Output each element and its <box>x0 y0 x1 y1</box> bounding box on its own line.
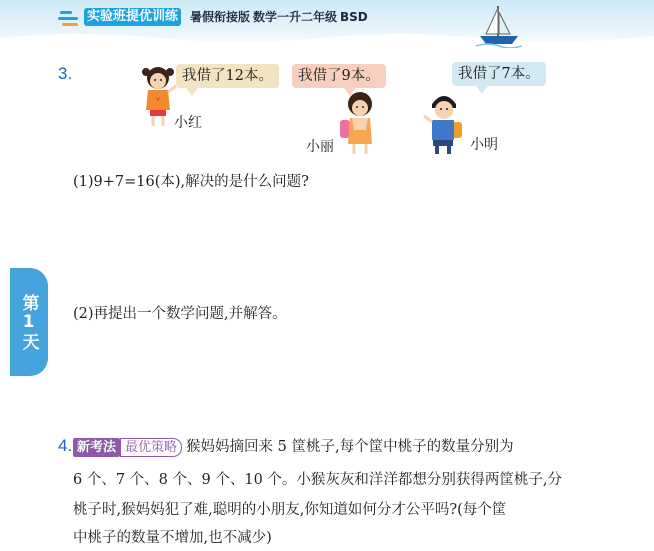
series-title: 实验班提优训练 <box>84 8 181 26</box>
speech-text-xiaohong: 我借了12本。 <box>182 68 273 84</box>
question-3-part-2: (2)再提出一个数学问题,并解答。 <box>73 306 287 322</box>
question-4-line-3: 桃子时,猴妈妈犯了难,聪明的小朋友,你知道如何分才公平吗?(每个筐 <box>73 502 507 518</box>
speech-tail-xiaoming <box>476 86 488 94</box>
day-tab-label: 第1天 <box>18 293 39 351</box>
xiaohong-illustration <box>138 64 178 130</box>
question-4-line-2: 6 个、7 个、8 个、9 个、10 个。小猴灰灰和洋洋都想分别获得两筐桃子,分 <box>73 472 563 488</box>
edition-label: 暑假衔接版 <box>190 10 251 24</box>
name-xiaohong: 小红 <box>174 115 202 131</box>
name-xiaoli: 小丽 <box>306 139 334 155</box>
question-3-part-1: (1)9+7=16(本),解决的是什么问题? <box>73 174 309 190</box>
question-3-number: 3. <box>58 64 73 83</box>
speech-tail-xiaohong <box>186 88 198 96</box>
question-4-number: 4. <box>58 436 73 455</box>
sailboat-icon <box>476 4 522 48</box>
name-xiaoming: 小明 <box>470 137 498 153</box>
page-header <box>0 0 654 48</box>
grade-label: 数学一升二年级 <box>253 10 338 24</box>
speech-text-xiaoming: 我借了7本。 <box>458 66 540 82</box>
publisher-label: BSD <box>340 10 368 24</box>
xiaoli-illustration <box>338 90 382 156</box>
xiaoming-illustration <box>422 90 466 156</box>
question-4-text-1: 猴妈妈摘回来 5 筐桃子,每个筐中桃子的数量分别为 <box>186 439 514 455</box>
best-strategy-tag: 最优策略 <box>120 438 182 457</box>
question-4-line-4: 中桃子的数量不增加,也不减少) <box>73 530 272 546</box>
speech-bubble-xiaoli <box>292 64 386 88</box>
question-4-line-1 <box>73 437 514 457</box>
new-method-tag: 新考法 <box>73 438 120 457</box>
series-logo-icon <box>58 8 86 28</box>
day-tab <box>10 268 48 376</box>
speech-text-xiaoli: 我借了9本。 <box>298 68 380 84</box>
speech-bubble-xiaohong <box>176 64 279 88</box>
speech-bubble-xiaoming <box>452 62 546 86</box>
header-wave-decoration <box>0 30 654 48</box>
